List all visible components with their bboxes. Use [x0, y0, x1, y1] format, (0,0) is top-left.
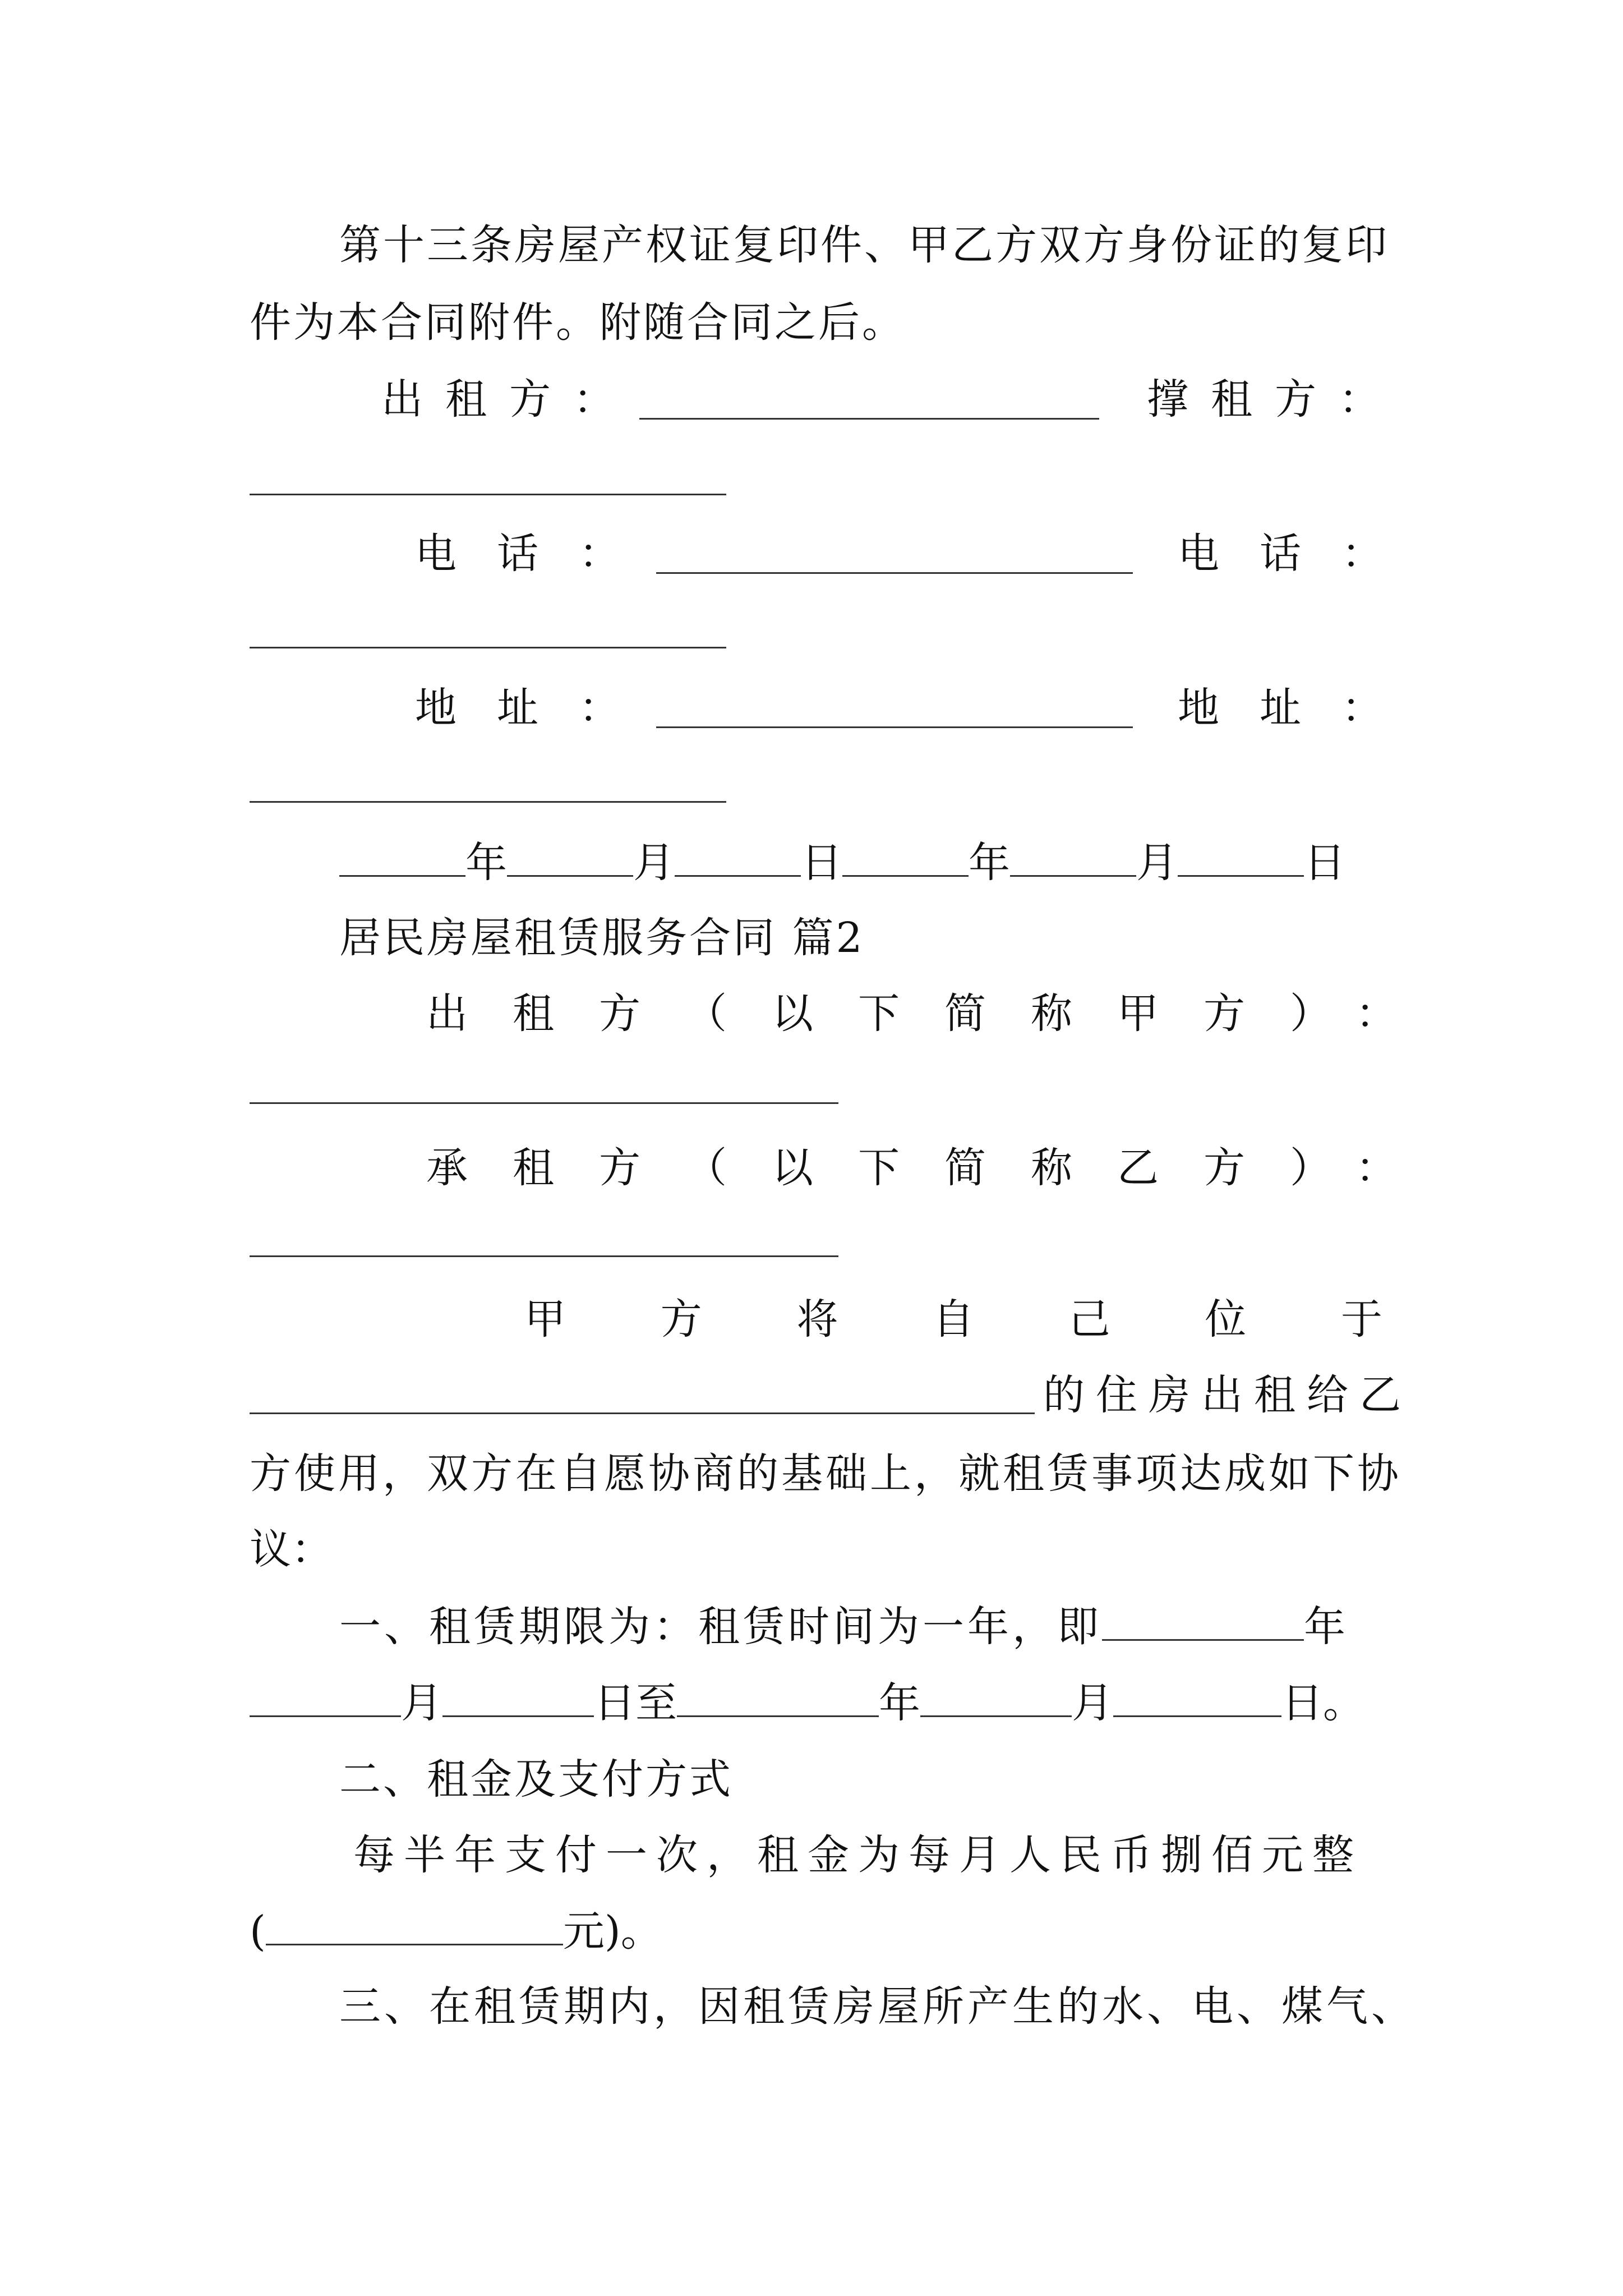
rent-line1: 每半年支付一次，租金为每月人民币捌佰元整 — [353, 1831, 1363, 1879]
rent-open-paren: ( — [250, 1907, 266, 1955]
article13-line1: 第十三条房屋产权证复印件、甲乙方双方身份证的复印 — [339, 221, 1389, 269]
intro-line1 — [524, 1295, 1382, 1343]
rent-close: 元)。 — [562, 1907, 662, 1955]
article13-line2: 件为本合同附件。附随合同之后。 — [250, 298, 906, 347]
date-month-b: 月 — [1136, 839, 1178, 887]
section2-lessee-blank — [250, 1255, 838, 1257]
address-blank-a — [656, 726, 1133, 728]
date-year-b: 年 — [969, 839, 1010, 887]
intro-line3: 方使用，双方在自愿协商的基础上，就租赁事项达成如下协 — [250, 1450, 1401, 1498]
section2-title: 居民房屋租赁服务合同 篇2 — [339, 914, 865, 962]
term-month-a: 月 — [401, 1679, 442, 1727]
term-day-to: 日至 — [594, 1679, 677, 1727]
intro-word: 位 — [1205, 1295, 1247, 1343]
date-day-a: 日 — [801, 839, 842, 887]
lessee-label: 撑租方： — [1147, 375, 1403, 424]
intro-line2-tail: 的住房出租给乙 — [1043, 1371, 1412, 1419]
intro-location-blank — [250, 1412, 1035, 1414]
lessor-blank — [639, 418, 1099, 420]
phone-label-b: 电话： — [1178, 530, 1423, 578]
date-year-a: 年 — [465, 839, 507, 887]
date-month-a: 月 — [633, 839, 675, 887]
section2-lessee-line: 承租方（以下简称乙方）： — [426, 1144, 1442, 1192]
term-line2 — [250, 1679, 1364, 1727]
utilities-line: 三、在租赁期内，因租赁房屋所产生的水、电、煤气、 — [339, 1982, 1416, 2031]
signature-dates — [339, 839, 1345, 887]
intro-word: 自 — [932, 1295, 974, 1343]
section2-lessor-line: 出租方（以下简称甲方）： — [426, 990, 1442, 1038]
term-line1 — [339, 1603, 1345, 1651]
intro-word: 将 — [796, 1295, 838, 1343]
rent-line2 — [250, 1907, 662, 1955]
address-label-a: 地址： — [415, 684, 661, 732]
section2-lessor-blank — [250, 1102, 838, 1104]
phone-blank-a — [656, 572, 1133, 574]
phone-blank-b — [250, 647, 726, 648]
intro-word: 甲 — [524, 1295, 566, 1343]
intro-word: 于 — [1340, 1295, 1382, 1343]
term-year-b: 年 — [879, 1679, 920, 1727]
rent-title: 二、租金及支付方式 — [339, 1755, 733, 1803]
intro-word: 方 — [660, 1295, 702, 1343]
address-label-b: 地址： — [1178, 684, 1423, 732]
lessee-blank — [250, 494, 726, 495]
intro-word: 己 — [1068, 1295, 1110, 1343]
term-month-b: 月 — [1072, 1679, 1113, 1727]
term-head: 一、租赁期限为：租赁时间为一年，即 — [339, 1603, 1102, 1651]
term-day-end: 日。 — [1281, 1679, 1364, 1727]
intro-line4: 议： — [250, 1525, 333, 1573]
phone-label-a: 电话： — [415, 530, 661, 578]
address-blank-b — [250, 801, 726, 803]
lessor-label: 出租方： — [381, 375, 637, 424]
term-year-a: 年 — [1304, 1603, 1345, 1651]
date-day-b: 日 — [1304, 839, 1345, 887]
